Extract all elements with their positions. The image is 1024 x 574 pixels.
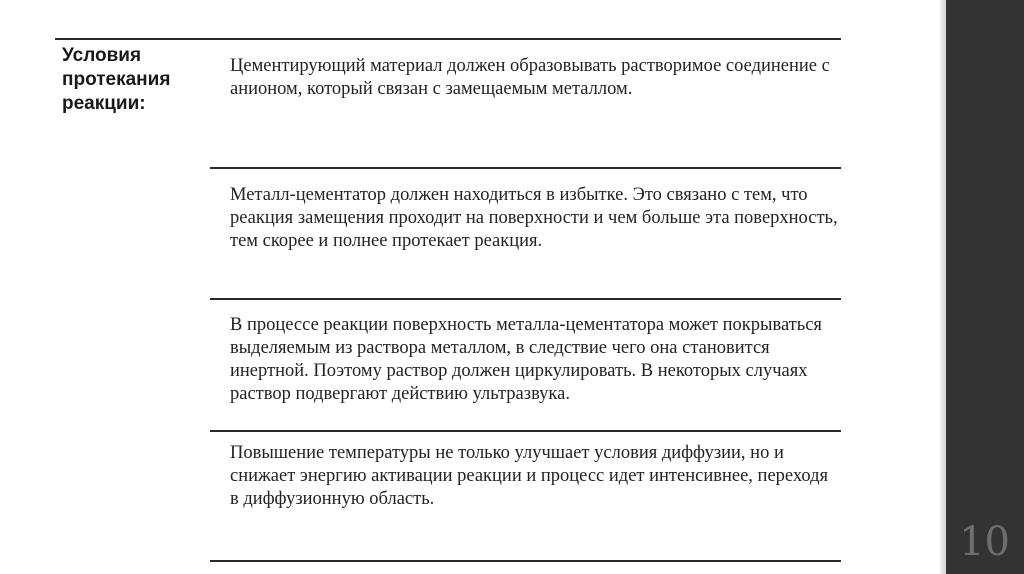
table-row-3-text: В процессе реакции поверхность металла-цементатора может покрываться выделяемым из раствора металлом, в следствие чего она становится инертной. Поэтому раствор должен циркулировать. В некоторых случаях раствор подвергают действию ультразвука. [230, 315, 822, 404]
right-sidebar [946, 0, 1024, 574]
row-divider-1 [210, 167, 841, 169]
table-row-2-text: Металл-цементатор должен находиться в избытке. Это связано с тем, что реакция замещения проходит на поверхности и чем больше эта поверхность, тем скорее и полнее протекает реакция. [230, 185, 838, 251]
table-top-rule [55, 38, 841, 40]
table-row-1-text: Цементирующий материал должен образовывать растворимое соединение с анионом, который связан с замещаемым металлом. [230, 56, 830, 99]
row-divider-3 [210, 430, 841, 432]
row-divider-2 [210, 298, 841, 300]
table-header-label: Условия протекания реакции: [62, 45, 171, 114]
table-bottom-rule [210, 560, 841, 562]
page-number: 10 [959, 519, 1010, 565]
table-row-4-text: Повышение температуры не только улучшает условия диффузии, но и снижает энергию активации реакции и процесс идет интенсивнее, переходя в диффузионную область. [230, 443, 829, 509]
